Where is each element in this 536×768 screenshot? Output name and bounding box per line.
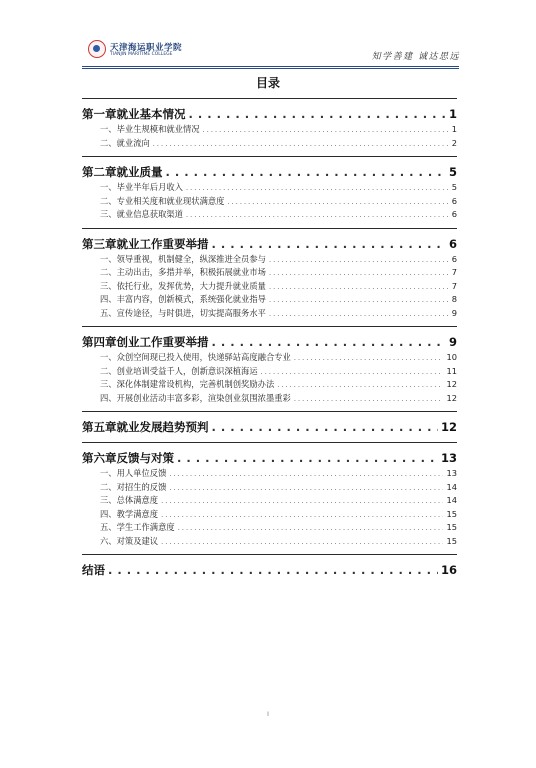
toc-section-page: 13 [446, 468, 457, 478]
header-rule-secondary [82, 68, 459, 69]
toc-section-page: 1 [451, 124, 457, 134]
toc-chapter-page: 13 [440, 451, 457, 465]
toc-leader-dots [186, 182, 449, 195]
toc-leader-dots [169, 468, 443, 481]
toc-chapter-block [82, 228, 457, 321]
page-number: I [267, 711, 269, 718]
toc-leader-dots [227, 196, 448, 209]
toc-section-entry[interactable] [82, 508, 457, 522]
toc-leader-dots [108, 561, 438, 579]
toc-section-page: 5 [451, 182, 457, 192]
toc-section-page: 14 [446, 495, 457, 505]
toc-leader-dots [277, 379, 443, 392]
toc-leader-dots [261, 366, 444, 379]
toc-section-label: 一、用人单位反馈 [100, 468, 167, 478]
toc-section-page: 11 [446, 365, 457, 376]
toc-section-entry[interactable] [82, 481, 457, 495]
toc-section-label: 二、专业相关度和就业现状满意度 [100, 195, 225, 206]
toc-section-label: 一、领导重视，机制健全，纵深推进全员参与 [100, 253, 266, 264]
toc-leader-dots [161, 495, 443, 508]
toc-section-label: 二、就业流向 [100, 137, 150, 148]
toc-chapter-page: 5 [448, 165, 457, 179]
toc-section-entry[interactable] [82, 494, 457, 508]
toc-chapter-label: 第五章就业发展趋势预判 [82, 420, 209, 434]
toc-chapter-entry[interactable] [82, 561, 457, 579]
toc-section-label: 三、深化体制建常设机构，完善机制创奖励办法 [100, 379, 275, 389]
toc-section-label: 五、学生工作满意度 [100, 522, 175, 532]
toc-section-label: 二、对招生的反馈 [100, 481, 167, 492]
toc-section-label: 三、依托行业，发挥优势，大力提升就业质量 [100, 280, 266, 291]
toc-chapter-page: 9 [448, 335, 457, 349]
toc-leader-dots [294, 352, 444, 365]
toc-chapter-label: 结语 [82, 563, 105, 577]
toc-section-label: 一、众创空间现已投入使用，快递驿站高度融合专业 [100, 352, 291, 362]
toc-section-entry[interactable] [82, 137, 457, 151]
toc-section-page: 6 [451, 195, 457, 206]
toc-chapter-label: 第三章就业工作重要举措 [82, 236, 209, 251]
toc-chapter-label: 第二章就业质量 [82, 165, 163, 179]
toc-section-page: 12 [446, 379, 457, 389]
toc-leader-dots [212, 235, 446, 253]
toc-chapter-entry[interactable] [82, 449, 457, 467]
toc-leader-dots [203, 124, 449, 137]
toc-section-entry[interactable] [82, 266, 457, 280]
toc-section-entry[interactable] [82, 181, 457, 195]
toc-section-page: 9 [451, 307, 457, 318]
toc-chapter-entry[interactable] [82, 235, 457, 253]
toc-chapter-entry[interactable] [82, 163, 457, 181]
toc-section-page: 12 [446, 392, 457, 403]
page-title: 目录 [255, 76, 280, 90]
toc-section-page: 15 [446, 535, 457, 546]
toc-section-page: 2 [451, 137, 457, 148]
toc-chapter-page: 12 [440, 420, 457, 434]
toc-leader-dots [269, 267, 449, 280]
toc-chapter-page: 1 [448, 107, 457, 121]
toc-section-label: 二、主动出击，多措并举，积极拓展就业市场 [100, 267, 266, 277]
toc-leader-dots [161, 509, 443, 522]
toc-section-entry[interactable] [82, 123, 457, 137]
toc-section-entry[interactable] [82, 307, 457, 321]
toc-section-label: 四、丰富内容，创新模式，系统强化就业指导 [100, 294, 266, 304]
toc-leader-dots [269, 308, 449, 321]
toc-leader-dots [212, 418, 438, 436]
toc-leader-dots [178, 522, 444, 535]
toc-chapter-block [82, 411, 457, 436]
toc-section-entry[interactable] [82, 521, 457, 535]
toc-section-entry[interactable] [82, 195, 457, 209]
toc-chapter-block [82, 326, 457, 405]
toc-chapter-label: 第一章就业基本情况 [82, 107, 186, 121]
toc-section-label: 三、就业信息获取渠道 [100, 209, 183, 219]
toc-chapter-block [82, 156, 457, 222]
toc-chapter-label: 第四章创业工作重要举措 [82, 335, 209, 349]
toc-section-page: 10 [446, 352, 457, 362]
toc-chapter-page: 16 [440, 563, 457, 577]
toc-chapter-entry[interactable] [82, 105, 457, 123]
logo-chinese-name: 天津海运职业学院 [110, 43, 183, 53]
toc-leader-dots [153, 138, 449, 151]
toc-leader-dots [177, 449, 438, 467]
toc-chapter-block [82, 442, 457, 548]
toc-leader-dots [189, 105, 446, 123]
toc-section-page: 7 [451, 267, 457, 277]
toc-chapter-entry[interactable] [82, 333, 457, 351]
toc-section-page: 14 [446, 481, 457, 492]
toc-section-label: 四、教学满意度 [100, 508, 159, 519]
toc-section-page: 15 [446, 522, 457, 532]
toc-section-entry[interactable] [82, 280, 457, 294]
toc-chapter-block [82, 554, 457, 579]
toc-section-entry[interactable] [82, 253, 457, 267]
toc-section-entry[interactable] [82, 351, 457, 365]
table-of-contents [82, 98, 457, 585]
toc-section-entry[interactable] [82, 293, 457, 307]
toc-section-label: 五、宣传途径，与时俱进，切实提高服务水平 [100, 307, 266, 318]
page-header [0, 0, 536, 70]
toc-section-entry[interactable] [82, 378, 457, 392]
toc-leader-dots [161, 536, 443, 549]
toc-section-entry[interactable] [82, 535, 457, 549]
toc-chapter-page: 6 [448, 236, 457, 251]
toc-section-label: 六、对策及建议 [100, 535, 159, 546]
toc-leader-dots [169, 482, 443, 495]
logo-english-name: TIANJIN MARITIME COLLEGE [110, 52, 173, 57]
toc-section-page: 6 [451, 209, 457, 219]
toc-leader-dots [212, 333, 446, 351]
toc-section-page: 6 [451, 253, 457, 264]
toc-leader-dots [269, 254, 449, 267]
toc-section-label: 四、开展创业活动丰富多彩，渲染创业氛围浓墨重彩 [100, 392, 291, 403]
toc-leader-dots [269, 281, 449, 294]
toc-chapter-entry[interactable] [82, 418, 457, 436]
toc-leader-dots [166, 163, 446, 181]
toc-section-label: 一、毕业生规模和就业情况 [100, 124, 200, 134]
toc-section-entry[interactable] [82, 467, 457, 481]
toc-chapter-label: 第六章反馈与对策 [82, 451, 174, 465]
toc-section-entry[interactable] [82, 208, 457, 222]
toc-leader-dots [269, 294, 449, 307]
toc-section-page: 7 [451, 280, 457, 291]
toc-section-page: 15 [446, 508, 457, 519]
college-seal-icon [88, 40, 106, 58]
college-logo [88, 40, 208, 64]
toc-section-entry[interactable] [82, 365, 457, 379]
toc-section-page: 8 [451, 294, 457, 304]
toc-chapter-block [82, 98, 457, 150]
toc-section-label: 三、总体满意度 [100, 495, 159, 505]
toc-leader-dots [294, 393, 444, 406]
toc-section-entry[interactable] [82, 392, 457, 406]
header-rule [82, 66, 459, 67]
toc-section-label: 一、毕业半年后月收入 [100, 182, 183, 192]
college-motto: 知学善建 诚达思远 [371, 52, 460, 62]
toc-section-label: 二、创业培训受益千人，创新意识深植海运 [100, 365, 258, 376]
toc-leader-dots [186, 209, 449, 222]
